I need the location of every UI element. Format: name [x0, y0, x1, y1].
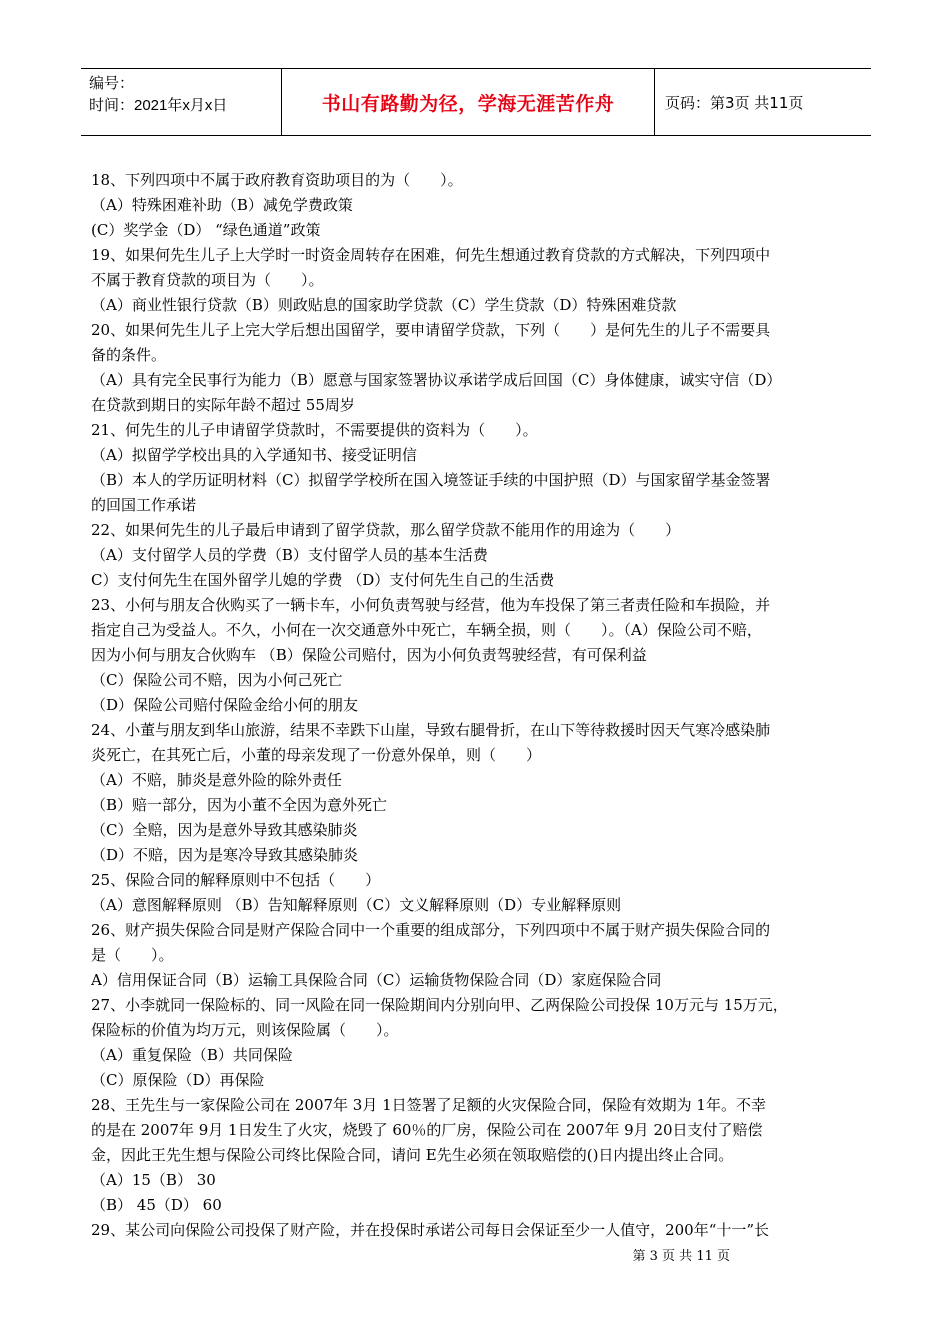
- text-line: （D）不赔，因为是寒冷导致其感染肺炎: [91, 846, 359, 864]
- text-line: 29、某公司向保险公司投保了财产险，并在投保时承诺公司每日会保证至少一人值守，200年“十一”长: [91, 1221, 770, 1239]
- text-line: 指定自己为受益人。不久，小何在一次交通意外中死亡，车辆全损，则（ ）。（A）保险公司不赔，: [91, 621, 762, 639]
- text-line: C）支付何先生在国外留学儿媳的学费 （D）支付何先生自己的生活费: [91, 571, 555, 589]
- text-line: （A）15（B） 30: [91, 1171, 216, 1189]
- text-line: A）信用保证合同（B）运输工具保险合同（C）运输货物保险合同（D）家庭保险合同: [91, 971, 662, 989]
- page-header: [81, 68, 871, 136]
- text-line: （A）商业性银行贷款（B）则政贴息的国家助学贷款（C）学生贷款（D）特殊困难贷款: [91, 296, 677, 314]
- text-line: 炎死亡，在其死亡后，小董的母亲发现了一份意外保单，则（ ）: [91, 746, 542, 764]
- text-line: （A）不赔，肺炎是意外险的除外责任: [91, 771, 342, 789]
- document-code: 编号：: [89, 75, 135, 92]
- text-line: 金，因此王先生想与保险公司终比保险合同，请问 E先生必须在领取赔偿的()日内提出终止合同。: [91, 1146, 734, 1164]
- text-line: 19、如果何先生儿子上大学时一时资金周转存在困难，何先生想通过教育贷款的方式解决，下列四项中: [91, 246, 771, 264]
- page-footer: 第 3 页 共 11 页: [632, 1249, 730, 1264]
- text-line: （A）拟留学学校出具的入学通知书、接受证明信: [91, 446, 417, 464]
- text-line: （D）保险公司赔付保险金给小何的朋友: [91, 696, 359, 714]
- text-line: 24、小董与朋友到华山旅游，结果不幸跌下山崖，导致右腿骨折，在山下等待救援时因天气寒冷感染肺: [91, 721, 771, 739]
- question-list: [91, 168, 863, 1243]
- text-line: （A）支付留学人员的学费（B）支付留学人员的基本生活费: [91, 546, 488, 564]
- text-line: 保险标的价值为均万元，则该保险属（ ）。: [91, 1021, 399, 1039]
- text-line: 28、王先生与一家保险公司在 2007年 3月 1日签署了足额的火灾保险合同，保险有效期为 1年。不幸: [91, 1096, 766, 1114]
- text-line: （A）特殊困难补助（B）减免学费政策: [91, 196, 353, 214]
- text-line: （A）具有完全民事行为能力（B）愿意与国家签署协议承诺学成后回国（C）身体健康，诚实守信（D）: [91, 371, 782, 389]
- text-line: 18、下列四项中不属于政府教育资助项目的为（ ）。: [91, 171, 463, 189]
- text-line: (C）奖学金（D） “绿色通道”政策: [91, 221, 321, 239]
- text-line: 的回国工作承诺: [91, 496, 197, 514]
- header-page-number: 页码：第3页 共11页: [665, 93, 804, 112]
- text-line: 26、财产损失保险合同是财产保险合同中一个重要的组成部分，下列四项中不属于财产损失保险合同的: [91, 921, 771, 939]
- text-line: 25、保险合同的解释原则中不包括（ ）: [91, 871, 381, 889]
- text-line: （C）保险公司不赔，因为小何己死亡: [91, 671, 343, 689]
- text-line: 因为小何与朋友合伙购车 （B）保险公司赔付，因为小何负责驾驶经营，有可保利益: [91, 646, 647, 664]
- text-line: 的是在 2007年 9月 1日发生了火灾，烧毁了 60％的厂房，保险公司在 2007年 9月 20日支付了赔偿: [91, 1121, 763, 1139]
- text-line: （B） 45（D） 60: [91, 1196, 222, 1214]
- text-line: 是（ ）。: [91, 946, 174, 964]
- text-line: （A）意图解释原则 （B）告知解释原则（C）文义解释原则（D）专业解释原则: [91, 896, 622, 914]
- text-line: 27、小李就同一保险标的、同一风险在同一保险期间内分别向甲、乙两保险公司投保 10万元与 15万元，: [91, 996, 788, 1014]
- text-line: （B）本人的学历证明材料（C）拟留学学校所在国入境签证手续的中国护照（D）与国家留学基金签署: [91, 471, 771, 489]
- text-line: 22、如果何先生的儿子最后申请到了留学贷款，那么留学贷款不能用作的用途为（ ）: [91, 521, 681, 539]
- text-line: 不属于教育贷款的项目为（ ）。: [91, 271, 324, 289]
- text-line: 23、小何与朋友合伙购买了一辆卡车，小何负责驾驶与经营，他为车投保了第三者责任险和车损险，并: [91, 596, 771, 614]
- text-line: 备的条件。: [91, 346, 167, 364]
- header-motto: 书山有路勤为径，学海无涯苦作舟: [282, 69, 655, 135]
- text-line: 在贷款到期日的实际年龄不超过 55周岁: [91, 396, 355, 414]
- text-line: （C）全赔，因为是意外导致其感染肺炎: [91, 821, 358, 839]
- text-line: （C）原保险（D）再保险: [91, 1071, 265, 1089]
- text-line: 21、何先生的儿子申请留学贷款时，不需要提供的资料为（ ）。: [91, 421, 538, 439]
- document-date: 时间：2021年x月x日: [89, 97, 228, 114]
- text-line: （A）重复保险（B）共同保险: [91, 1046, 293, 1064]
- header-meta: [81, 69, 282, 135]
- text-line: （B）赔一部分，因为小董不全因为意外死亡: [91, 796, 388, 814]
- text-line: 20、如果何先生儿子上完大学后想出国留学，要申请留学贷款，下列（ ）是何先生的儿子不需要具: [91, 321, 771, 339]
